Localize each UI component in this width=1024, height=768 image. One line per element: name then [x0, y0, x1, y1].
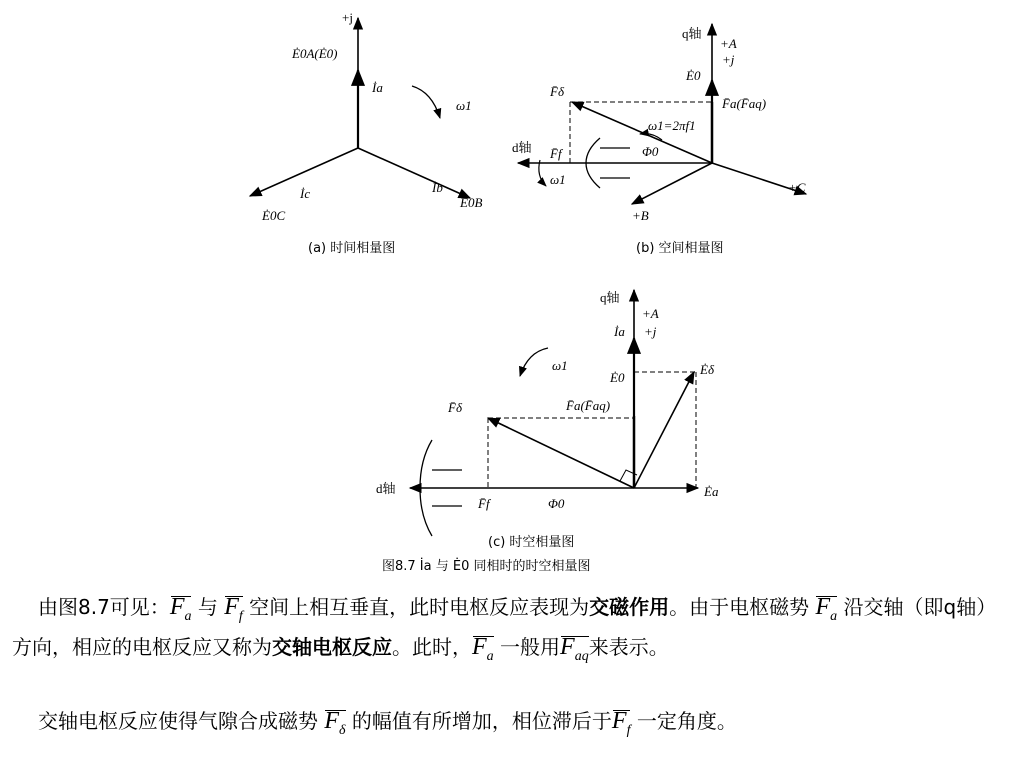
c-f-delta-label: F̄δ	[448, 400, 462, 415]
panel-c-space-time-phasor	[376, 290, 719, 550]
p1-text-8: 来表示。	[588, 634, 669, 659]
a-omega-label: ω1	[456, 98, 472, 113]
a-e0a-label: Ė0A(Ė0)	[292, 46, 338, 61]
a-ib-label: İb	[432, 180, 443, 195]
a-ia-label: İa	[372, 80, 383, 95]
c-phi-label: Φ0	[548, 496, 565, 511]
p1-fa3-symbol: $F_a$	[472, 633, 494, 664]
c-plus-a-label: +A	[642, 306, 659, 321]
p1-bold-1: 交磁作用	[589, 595, 670, 619]
b-plus-c-label: +C	[788, 180, 806, 195]
b-plus-b-label: +B	[632, 208, 649, 223]
figure-main-caption: 图8.7 İa 与 Ė0 同相时的时空相量图	[382, 559, 591, 574]
a-plus-j-label: +j	[342, 10, 353, 25]
c-ia-label: İa	[614, 324, 625, 339]
b-plus-a-label: +A	[720, 36, 737, 51]
panel-b-space-phasor	[512, 24, 806, 256]
p1-text-3: 空间上相互垂直，此时电枢反应表现为	[242, 595, 590, 619]
b-fa-label: F̄a(F̄aq)	[722, 96, 767, 111]
c-e-delta-label: Ėδ	[700, 362, 714, 377]
b-phi-label: Φ0	[642, 144, 659, 159]
p1-faq-symbol: $F_{aq}$	[560, 633, 589, 664]
panel-a-time-phasor	[250, 10, 482, 256]
p2-text-1: 交轴电枢反应使得气隙合成磁势	[38, 709, 325, 733]
p2-text-2: 的幅值有所增加，相位滞后于	[345, 709, 612, 733]
p2-fd-symbol: $F_\delta$	[324, 708, 346, 738]
a-caption: (a) 时间相量图	[308, 241, 396, 256]
b-e0-label: Ė0	[686, 68, 701, 83]
p1-text-5: 沿交轴（即q轴）方向，相应的电枢反应又称为	[12, 595, 997, 659]
c-e0-label: Ė0	[610, 370, 625, 385]
b-ff-label: F̄f	[550, 146, 562, 161]
b-d-axis-label: d轴	[512, 140, 532, 155]
b-q-axis-label: q轴	[682, 26, 702, 41]
c-plus-j-label: +j	[644, 324, 657, 339]
p1-fa2-symbol: $F_a$	[815, 594, 838, 624]
b-caption: (b) 空间相量图	[636, 241, 724, 256]
p1-bold-2: 交轴电枢反应	[272, 634, 392, 659]
b-omega-label: ω1	[550, 172, 566, 187]
p2-ff-symbol: $F_f$	[611, 708, 631, 738]
b-omega-eq-label: ω1=2πf1	[648, 118, 696, 133]
c-omega-label: ω1	[552, 358, 568, 373]
paragraph-2	[12, 706, 1012, 746]
a-e0c-label: Ė0C	[262, 208, 286, 223]
a-e0b-label: Ė0B	[460, 195, 483, 210]
c-d-axis-label: d轴	[376, 481, 396, 496]
a-ic-label: İc	[300, 186, 311, 201]
c-ea-label: Ėa	[704, 484, 719, 499]
c-fa-label: F̄a(F̄aq)	[566, 398, 611, 413]
p2-text-3: 一定角度。	[630, 709, 737, 733]
p1-ff-symbol: $F_f$	[224, 594, 243, 624]
p1-text-1: 由图8.7可见：	[38, 595, 170, 619]
b-f-delta-label: F̄δ	[550, 84, 564, 99]
p1-text-7: 一般用	[493, 634, 561, 659]
c-caption: (c) 时空相量图	[488, 535, 575, 550]
c-ff-label: F̄f	[478, 496, 490, 511]
p1-text-6: 。此时，	[392, 634, 472, 659]
b-plus-j-label: +j	[722, 52, 735, 67]
c-q-axis-label: q轴	[600, 290, 620, 305]
p1-fa-symbol: $F_a$	[169, 594, 192, 624]
paragraph-1	[12, 592, 1012, 672]
p1-text-2: 与	[191, 595, 225, 619]
p1-text-4: 。由于电枢磁势	[669, 595, 816, 619]
